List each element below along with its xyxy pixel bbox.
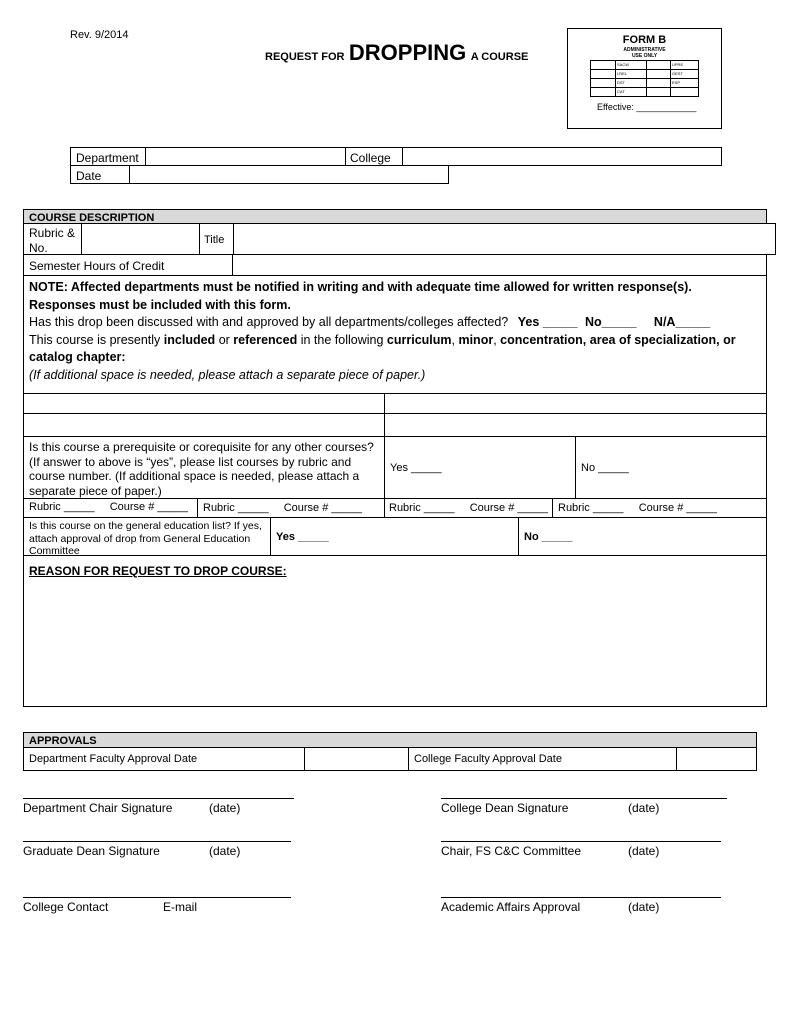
prerequisite-row: [23, 436, 767, 499]
blank-row-1: [23, 393, 767, 414]
note-block: [23, 275, 767, 394]
dept-chair-date: (date): [209, 801, 241, 815]
form-label: FORM B: [622, 34, 667, 46]
blank-field-2b[interactable]: [386, 414, 764, 436]
gen-ed-question: Is this course on the general education list? If yes, attach approval of drop from General Education Committee: [29, 520, 262, 557]
department-label: Department: [76, 151, 139, 165]
gen-ed-row: [23, 517, 767, 556]
rubric-course-cell-2[interactable]: Rubric _____ Course # _____: [203, 502, 362, 514]
grad-dean-date: (date): [209, 844, 241, 858]
semester-hours-label: Semester Hours of Credit: [29, 259, 165, 273]
college-dean-date: (date): [628, 801, 660, 815]
title-suffix: A COURSE: [470, 51, 529, 63]
date-row: [70, 165, 449, 184]
grad-dean-label: Graduate Dean Signature: [23, 844, 160, 858]
admin-line1: ADMINISTRATIVE: [623, 47, 666, 53]
rubric-course-row: [23, 498, 767, 518]
approvals-row: [23, 747, 757, 771]
rubric-field[interactable]: [83, 224, 197, 254]
admin-grid: [590, 60, 699, 97]
college-faculty-date-field[interactable]: [678, 748, 754, 770]
in-following: in the following: [300, 332, 384, 347]
effective-label: Effective: ____________: [597, 102, 697, 112]
rubric-course-cell-3[interactable]: Rubric _____ Course # _____: [389, 502, 548, 514]
concentration-words: concentration, area of specialization, or: [500, 332, 736, 347]
rubric-course-cell-1[interactable]: Rubric _____ Course # _____: [29, 501, 188, 513]
college-dean-sig-line[interactable]: [441, 798, 727, 799]
blank-field-1a[interactable]: [24, 394, 383, 413]
or-word: or: [218, 332, 230, 347]
minor-word: minor: [458, 332, 494, 347]
college-dean-label: College Dean Signature: [441, 801, 569, 815]
grid-label-2: DST: [617, 80, 625, 85]
grid-label-6: ESP: [672, 80, 681, 85]
rubric-label: Rubric & No.: [29, 226, 76, 255]
grid-label-1: LREL: [617, 71, 628, 76]
date-label: Date: [76, 169, 102, 183]
prerequisite-no[interactable]: No _____: [581, 462, 629, 474]
grid-label-0: SACW: [617, 62, 629, 67]
title-field[interactable]: [235, 224, 774, 254]
grid-label-5: GEST: [672, 71, 683, 76]
discussed-question: Has this drop been discussed with and approved by all departments/colleges affected?: [29, 315, 509, 330]
semester-hours-field[interactable]: [234, 255, 765, 275]
academic-affairs-label: Academic Affairs Approval: [441, 900, 581, 914]
rubric-title-row: [23, 223, 776, 255]
chair-fs-date: (date): [628, 844, 660, 858]
course-description-title: COURSE DESCRIPTION: [29, 212, 155, 224]
dept-faculty-date-field[interactable]: [306, 748, 406, 770]
college-label: College: [350, 151, 391, 165]
title-prefix: REQUEST FOR: [265, 51, 345, 63]
presently-line: This course is presently included or referenced in the following curriculum, minor, concentration, area of specialization, or catalog chapter:: [29, 332, 736, 365]
approvals-title: APPROVALS: [29, 735, 97, 747]
semester-hours-row: [23, 254, 767, 276]
college-field[interactable]: [404, 148, 720, 165]
gen-ed-yes[interactable]: Yes _____: [276, 531, 329, 543]
dept-chair-sig-line[interactable]: [23, 798, 294, 799]
grid-label-3: CAT: [617, 89, 625, 94]
chair-fs-sig-line[interactable]: [441, 841, 721, 842]
catalog-chapter: catalog chapter:: [29, 350, 126, 365]
discussed-line: [29, 314, 764, 332]
chair-fs-label: Chair, FS C&C Committee: [441, 844, 582, 858]
reason-box[interactable]: [23, 555, 767, 707]
college-contact-line[interactable]: [23, 897, 291, 898]
gen-ed-no[interactable]: No _____: [524, 531, 573, 543]
referenced-word: referenced: [233, 332, 298, 347]
presently-pre: This course is presently: [29, 332, 161, 347]
grad-dean-sig-line[interactable]: [23, 841, 291, 842]
reason-heading: REASON FOR REQUEST TO DROP COURSE:: [29, 564, 287, 578]
email-label: E-mail: [163, 900, 198, 914]
department-field[interactable]: [147, 148, 343, 165]
rubric-course-cell-4[interactable]: Rubric _____ Course # _____: [558, 502, 717, 514]
title-main: DROPPING: [348, 40, 467, 65]
admin-box: [567, 28, 722, 129]
discussed-yes[interactable]: Yes _____: [517, 315, 578, 330]
prerequisite-question: Is this course a prerequisite or corequisite for any other courses? (If answer to above is “yes”, please list courses by rubric and course number. (If additional space is needed, please attach a separate piece of paper.): [29, 440, 374, 498]
prerequisite-yes[interactable]: Yes _____: [390, 462, 442, 474]
blank-field-2a[interactable]: [24, 414, 383, 436]
note-line1: NOTE: Affected departments must be notified in writing and with adequate time allowed for written response(s).: [29, 280, 692, 294]
curriculum-word: curriculum: [386, 332, 452, 347]
page-title: [265, 40, 528, 66]
included-word: included: [163, 332, 216, 347]
date-field[interactable]: [131, 166, 447, 183]
grid-label-4: UPRE: [672, 62, 684, 67]
revision-label: Rev. 9/2014: [70, 29, 129, 41]
academic-affairs-sig-line[interactable]: [441, 897, 721, 898]
dept-chair-label: Department Chair Signature: [23, 801, 173, 815]
blank-field-1b[interactable]: [386, 394, 764, 413]
admin-line2: USE ONLY: [631, 53, 658, 59]
college-faculty-label: College Faculty Approval Date: [414, 753, 562, 765]
approvals-header: [23, 732, 757, 748]
dept-faculty-label: Department Faculty Approval Date: [29, 753, 198, 765]
discussed-no[interactable]: No_____: [585, 315, 637, 330]
additional-space-note: (If additional space is needed, please attach a separate piece of paper.): [29, 367, 426, 382]
blank-row-2: [23, 413, 767, 437]
department-college-row: [70, 147, 722, 166]
discussed-na[interactable]: N/A_____: [653, 315, 711, 330]
college-contact-label: College Contact: [23, 900, 109, 914]
academic-affairs-date: (date): [628, 900, 660, 914]
note-line2: Responses must be included with this form.: [29, 297, 291, 312]
course-description-header: [23, 209, 767, 224]
title-label: Title: [204, 234, 225, 246]
